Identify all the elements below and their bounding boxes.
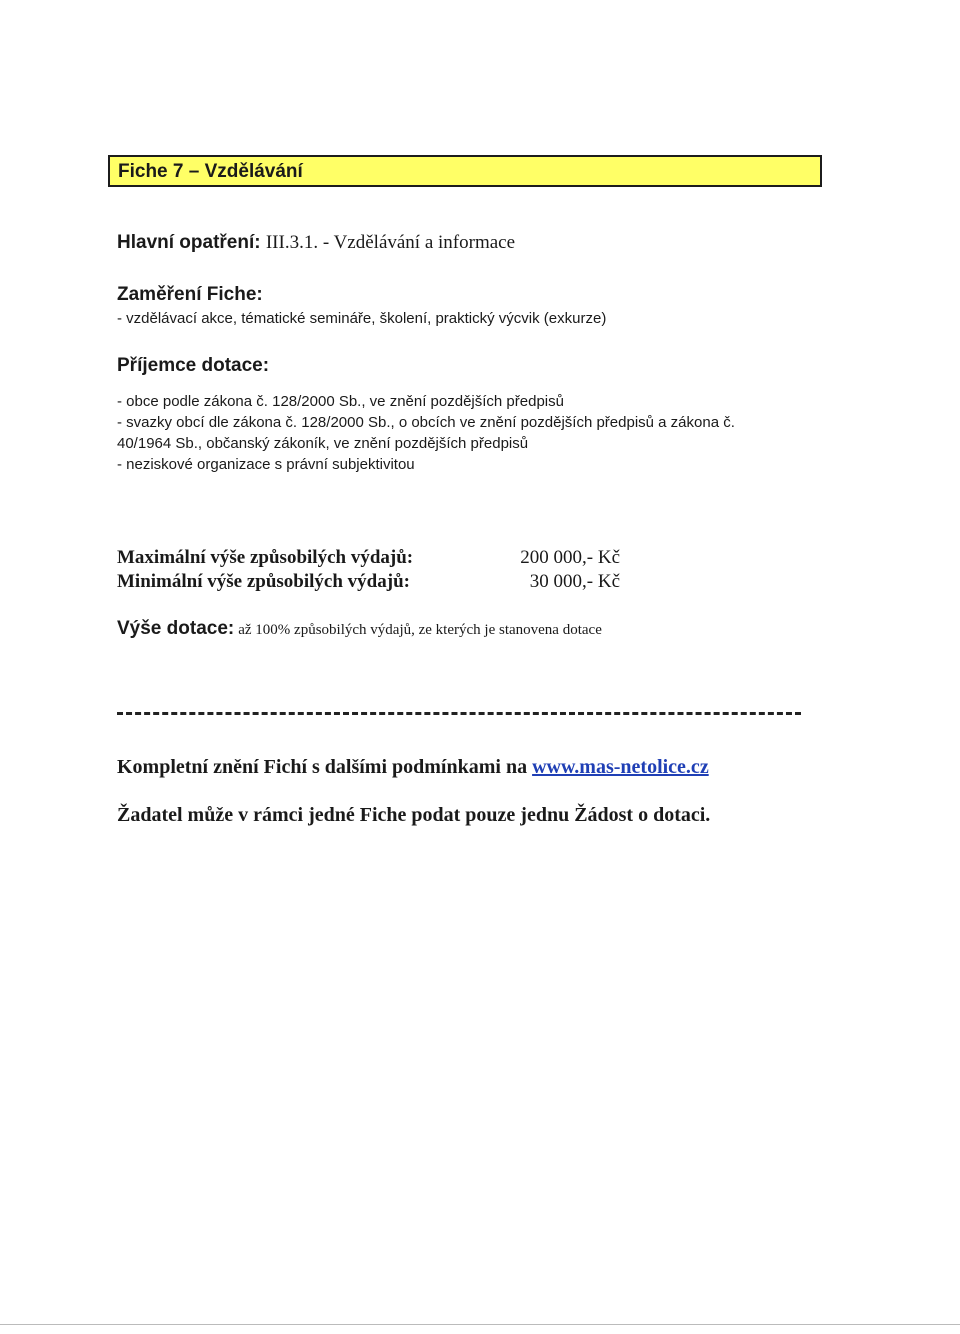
min-amount-label: Minimální výše způsobilých výdajů: — [117, 571, 410, 592]
fiche-title: Fiche 7 – Vzdělávání — [108, 155, 822, 187]
dashed-divider — [117, 712, 801, 715]
max-amount-label: Maximální výše způsobilých výdajů: — [117, 547, 414, 568]
focus-heading: Zaměření Fiche: — [117, 284, 263, 305]
website-link[interactable]: www.mas-netolice.cz — [532, 756, 709, 778]
recipients-section — [117, 355, 837, 475]
focus-section — [117, 284, 837, 329]
main-measure-value: III.3.1. - Vzdělávání a informace — [265, 232, 516, 253]
max-amount-value: 200 000,- Kč — [520, 547, 620, 568]
focus-item: - vzdělávací akce, tématické semináře, školení, praktický výcvik (exkurze) — [117, 310, 607, 327]
full-text-prefix: Kompletní znění Fichí s dalšími podmínkami na — [117, 756, 528, 778]
main-measure — [117, 232, 837, 254]
recipients-heading: Příjemce dotace: — [117, 355, 270, 376]
subsidy-label: Výše dotace: — [117, 618, 235, 639]
main-measure-label: Hlavní opatření: — [117, 232, 261, 253]
scan-edge-line — [0, 1324, 960, 1325]
recipient-line: - obce podle zákona č. 128/2000 Sb., ve znění pozdějších předpisů — [117, 393, 564, 410]
subsidy-row — [117, 618, 602, 640]
recipient-line: - svazky obcí dle zákona č. 128/2000 Sb., o obcích ve znění pozdějších předpisů a zákona č. — [117, 414, 735, 431]
subsidy-text: až 100% způsobilých výdajů, ze kterých je stanovena dotace — [238, 622, 602, 638]
recipient-line: 40/1964 Sb., občanský zákoník, ve znění pozdějších předpisů — [117, 435, 529, 452]
min-amount-value: 30 000,- Kč — [529, 571, 620, 592]
full-text-line — [117, 756, 709, 779]
recipients-list — [117, 391, 837, 475]
recipient-line: - neziskové organizace s právní subjektivitou — [117, 456, 415, 473]
applicant-note: Žadatel může v rámci jedné Fiche podat pouze jednu Žádost o dotaci. — [117, 804, 711, 826]
